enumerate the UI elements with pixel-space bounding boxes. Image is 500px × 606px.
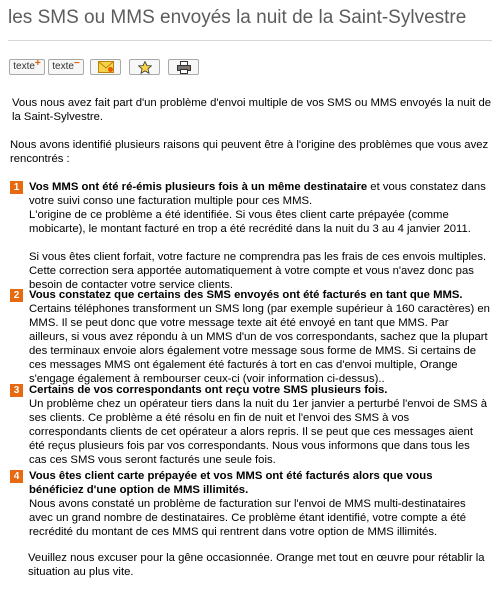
increase-text-label: texte — [13, 61, 35, 72]
page-title: les SMS ou MMS envoyés la nuit de la Saint-Sylvestre — [8, 7, 467, 28]
add-to-favorites-button[interactable] — [129, 59, 160, 75]
item-text: Certains téléphones transforment un SMS long (par exemple supérieur à 160 caractères) en MMS. Il se peut donc que votre message texte ait été envoyé en tant que MMS. Par ailleurs, si vous avez répondu à un MMS d'un de vos correspondants, sachez que la plupart des terminaux envoie alors également votre message sous forme de MMS. Si certains de ces messages MMS ont également été facturés à tort en cas d'envoi multiple, Orange s'engage également à rembourser ceux-ci (voir information ci-dessus).. — [29, 303, 490, 385]
item-number-badge: 3 — [10, 384, 23, 397]
item-heading: Certains de vos correspondants ont reçu votre SMS plusieurs fois. — [29, 384, 388, 396]
item-text: L'origine de ce problème a été identifiée. Si vous êtes client carte prépayée (comme mobicarte), le montant facturé en trop a été recrédité dans la nuit du 3 au 4 janvier 2011. — [29, 209, 471, 235]
increase-text-size-button[interactable] — [9, 59, 45, 75]
envelope-icon — [98, 61, 114, 73]
intro-paragraph-2: Nous avons identifié plusieurs raisons qui peuvent être à l'origine des problèmes que vous avez rencontrés : — [10, 139, 489, 165]
item-heading: Vous constatez que certains des SMS envoyés ont été facturés en tant que MMS. — [29, 289, 463, 301]
send-by-email-button[interactable] — [90, 59, 121, 75]
item-number-badge: 1 — [10, 181, 23, 194]
intro-paragraph-1: Vous nous avez fait part d'un problème d'envoi multiple de vos SMS ou MMS envoyés la nuit de la Saint-Sylvestre. — [12, 97, 492, 123]
item-heading: Vos MMS ont été ré-émis plusieurs fois à un même destinataire — [29, 181, 368, 193]
item-text: Un problème chez un opérateur tiers dans la nuit du 1er janvier a perturbé l'envoi de SMS à ses clients. Ce problème a été résolu en fin de nuit et l'envoi des SMS à vos correspondants clients de cet opérateur a alors repris. Il se peut que ces messages aient été reçus plusieurs fois par vos correspondants. Nous vous informons que dans tous les cas ces SMS vous seront facturés une seule fois. — [29, 398, 488, 466]
plus-icon: + — [34, 58, 41, 69]
printer-icon — [177, 61, 191, 74]
decrease-text-size-button[interactable] — [48, 59, 84, 75]
item-heading-rest: et vous constatez dans votre suivi conso une facturation multiple pour ces MMS. — [29, 181, 486, 207]
print-button[interactable] — [168, 59, 199, 75]
star-icon — [138, 61, 152, 74]
item-text: Nous avons constaté un problème de facturation sur l'envoi de MMS multi-destinataires avec un grand nombre de destinataires. Ce problème étant identifié, votre compte a été recrédité du montant de ces MMS qui rentrent dans votre option de MMS illimités. — [29, 498, 467, 538]
item-text-extra: Si vous êtes client forfait, votre facture ne comprendra pas les frais de ces envois multiples. Cette correction sera apportée automatiquement à votre compte et vous n'avez donc pas besoin de contacter votre service clients. — [29, 251, 487, 291]
minus-icon: − — [73, 58, 80, 69]
decrease-text-label: texte — [52, 61, 74, 72]
item-number-badge: 4 — [10, 470, 23, 483]
title-divider — [8, 40, 492, 41]
item-heading: Vous êtes client carte prépayée et vos MMS ont été facturés alors que vous bénéficiez d'une option de MMS illimités. — [29, 470, 433, 496]
closing-paragraph: Veuillez nous excuser pour la gêne occasionnée. Orange met tout en œuvre pour rétablir la situation au plus vite. — [28, 552, 485, 578]
item-number-badge: 2 — [10, 289, 23, 302]
